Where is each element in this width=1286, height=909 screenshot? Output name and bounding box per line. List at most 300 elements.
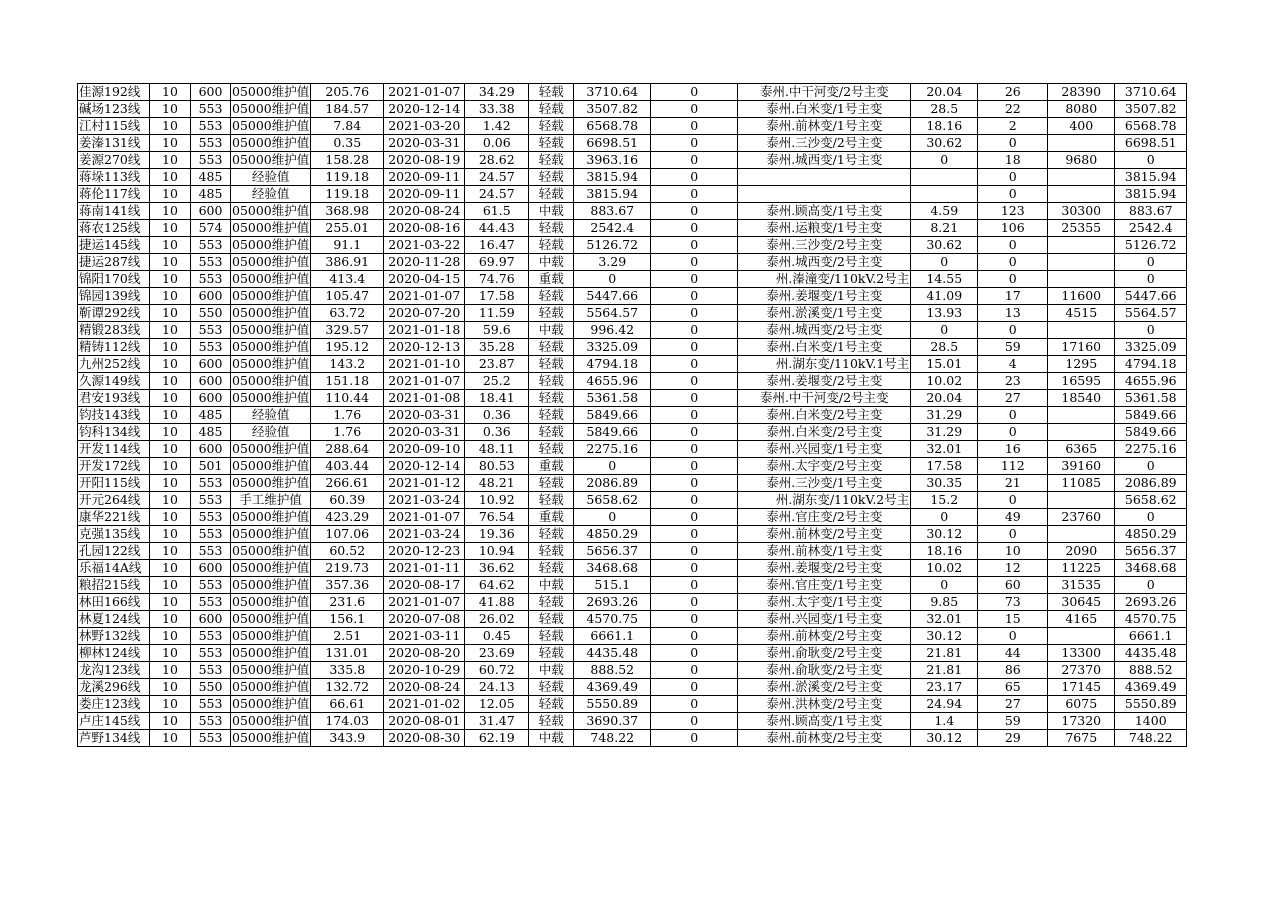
cell-remaining-capacity: 2275.16: [574, 441, 651, 458]
table-row: [78, 84, 1187, 101]
cell-value-type: 05000维护值: [232, 288, 310, 303]
cell-load-status: 中载: [529, 203, 574, 220]
cell-load-status: 重载: [529, 509, 574, 526]
cell-available-capacity: 0: [1115, 322, 1187, 339]
table-row: [78, 135, 1187, 152]
cell-capacity: 600: [191, 560, 231, 577]
cell-capacity: 553: [191, 526, 231, 543]
cell-zero-value: 0: [651, 186, 738, 203]
cell-line-name: 精铸112线: [78, 339, 150, 356]
cell-line-name: 开元264线: [78, 492, 150, 509]
cell-voltage: 10: [150, 458, 191, 475]
cell-value-type: 05000维护值: [232, 237, 310, 252]
cell-date: 2021-01-07: [384, 509, 465, 526]
cell-max-load: 357.36: [311, 577, 384, 594]
cell-date: 2020-09-10: [384, 441, 465, 458]
cell-substation-load: 31.29: [911, 424, 978, 441]
cell-date: 2020-07-08: [384, 611, 465, 628]
cell-remaining-capacity: 3507.82: [574, 101, 651, 118]
cell-zero-value: 0: [651, 526, 738, 543]
cell-substation: 泰州.兴园变/1号主变: [738, 441, 911, 458]
cell-available-capacity: 5564.57: [1115, 305, 1187, 322]
cell-zero-value: 0: [651, 424, 738, 441]
cell-date: 2020-09-11: [384, 169, 465, 186]
cell-line-name: 捷运287线: [78, 254, 150, 271]
table-row: [78, 662, 1187, 679]
cell-voltage: 10: [150, 135, 191, 152]
cell-load-status: 轻载: [529, 390, 574, 407]
cell-date: 2021-03-24: [384, 492, 465, 509]
cell-substation-load: 30.62: [911, 135, 978, 152]
cell-load-status: 轻载: [529, 118, 574, 135]
cell-available-capacity: 6568.78: [1115, 118, 1187, 135]
cell-zero-value: 0: [651, 203, 738, 220]
cell-value-type: 05000维护值: [232, 526, 310, 541]
cell-max-load: 343.9: [311, 730, 384, 747]
cell-line-name: 蒋垛113线: [78, 169, 150, 186]
cell-substation: [738, 186, 911, 203]
cell-substation-load: 17.58: [911, 458, 978, 475]
cell-load-status: 中载: [529, 730, 574, 747]
cell-value-type: 05000维护值: [232, 594, 310, 609]
cell-date: 2021-01-10: [384, 356, 465, 373]
cell-capacity: 553: [191, 118, 231, 135]
cell-load-rate: 23.87: [465, 356, 529, 373]
cell-voltage: 10: [150, 424, 191, 441]
cell-date: 2021-01-18: [384, 322, 465, 339]
cell-available-capacity: 888.52: [1115, 662, 1187, 679]
cell-voltage: 10: [150, 390, 191, 407]
cell-customer-capacity: [1048, 407, 1115, 424]
cell-load-rate: 24.57: [465, 186, 529, 203]
cell-substation: 泰州.白米变/1号主变: [738, 339, 911, 356]
cell-value-type: 05000维护值: [232, 679, 310, 694]
cell-capacity: 485: [191, 424, 231, 441]
cell-zero-value: 0: [651, 645, 738, 662]
cell-available-capacity: 1400: [1115, 713, 1187, 730]
table-row: [78, 475, 1187, 492]
table-row: [78, 441, 1187, 458]
cell-voltage: 10: [150, 628, 191, 645]
cell-line-name: 江村115线: [78, 118, 150, 135]
table-row: [78, 152, 1187, 169]
cell-remaining-capacity: 0: [574, 509, 651, 526]
cell-capacity: 553: [191, 101, 231, 118]
cell-customer-capacity: 9680: [1048, 152, 1115, 169]
cell-customer-count: 4: [978, 356, 1048, 373]
table-row: [78, 407, 1187, 424]
cell-date: 2021-03-20: [384, 118, 465, 135]
cell-customer-capacity: 11600: [1048, 288, 1115, 305]
cell-substation-load: 0: [911, 152, 978, 169]
cell-voltage: 10: [150, 118, 191, 135]
cell-remaining-capacity: 4570.75: [574, 611, 651, 628]
cell-line-name: 钧科134线: [78, 424, 150, 441]
cell-max-load: 151.18: [311, 373, 384, 390]
cell-remaining-capacity: 2693.26: [574, 594, 651, 611]
cell-line-name: 久源149线: [78, 373, 150, 390]
cell-line-name: 开发114线: [78, 441, 150, 458]
data-table: [77, 83, 1187, 747]
cell-customer-count: 60: [978, 577, 1048, 594]
cell-customer-capacity: 30300: [1048, 203, 1115, 220]
cell-available-capacity: 5361.58: [1115, 390, 1187, 407]
table-body: [78, 84, 1187, 747]
cell-max-load: 231.6: [311, 594, 384, 611]
cell-substation-load: 31.29: [911, 407, 978, 424]
cell-customer-capacity: [1048, 169, 1115, 186]
cell-line-name: 君安193线: [78, 390, 150, 407]
cell-substation-load: 23.17: [911, 679, 978, 696]
cell-line-name: 蒋南141线: [78, 203, 150, 220]
cell-max-load: 143.2: [311, 356, 384, 373]
cell-value-type: 05000维护值: [232, 271, 310, 286]
cell-capacity: 553: [191, 645, 231, 662]
cell-load-rate: 48.11: [465, 441, 529, 458]
cell-value-type: 05000维护值: [232, 152, 310, 167]
table-row: [78, 730, 1187, 747]
cell-voltage: 10: [150, 560, 191, 577]
cell-substation-load: 24.94: [911, 696, 978, 713]
cell-load-status: 轻载: [529, 492, 574, 509]
cell-load-status: 轻载: [529, 594, 574, 611]
cell-line-name: 九州252线: [78, 356, 150, 373]
table-row: [78, 390, 1187, 407]
cell-max-load: 131.01: [311, 645, 384, 662]
cell-capacity: 600: [191, 373, 231, 390]
cell-line-name: 林野132线: [78, 628, 150, 645]
cell-max-load: 184.57: [311, 101, 384, 118]
cell-line-name: 龙溪296线: [78, 679, 150, 696]
cell-max-load: 266.61: [311, 475, 384, 492]
cell-zero-value: 0: [651, 509, 738, 526]
cell-customer-count: 0: [978, 169, 1048, 186]
cell-substation: 泰州.顾高变/1号主变: [738, 203, 911, 220]
cell-zero-value: 0: [651, 271, 738, 288]
cell-substation: 泰州.前林变/1号主变: [738, 118, 911, 135]
cell-customer-count: 17: [978, 288, 1048, 305]
cell-substation-load: [911, 186, 978, 203]
cell-customer-count: 59: [978, 339, 1048, 356]
cell-load-status: 轻载: [529, 169, 574, 186]
cell-substation-load: 4.59: [911, 203, 978, 220]
cell-voltage: 10: [150, 203, 191, 220]
cell-zero-value: 0: [651, 169, 738, 186]
cell-substation-load: 18.16: [911, 543, 978, 560]
cell-capacity: 553: [191, 543, 231, 560]
cell-line-name: 碱场123线: [78, 101, 150, 118]
cell-load-status: 轻载: [529, 186, 574, 203]
cell-zero-value: 0: [651, 220, 738, 237]
cell-load-rate: 36.62: [465, 560, 529, 577]
cell-available-capacity: 4850.29: [1115, 526, 1187, 543]
cell-voltage: 10: [150, 475, 191, 492]
cell-max-load: 403.44: [311, 458, 384, 475]
cell-available-capacity: 3710.64: [1115, 84, 1187, 101]
cell-customer-count: 18: [978, 152, 1048, 169]
cell-customer-count: 15: [978, 611, 1048, 628]
cell-customer-count: 29: [978, 730, 1048, 747]
cell-value-type: 05000维护值: [232, 543, 310, 558]
cell-line-name: 开发172线: [78, 458, 150, 475]
cell-value-type: 05000维护值: [232, 696, 310, 711]
cell-substation: 泰州.淤溪变/1号主变: [738, 305, 911, 322]
cell-value-type: 05000维护值: [232, 475, 310, 490]
cell-value-type: 05000维护值: [232, 458, 310, 473]
cell-max-load: 119.18: [311, 169, 384, 186]
cell-zero-value: 0: [651, 492, 738, 509]
table-row: [78, 713, 1187, 730]
cell-load-rate: 11.59: [465, 305, 529, 322]
cell-voltage: 10: [150, 356, 191, 373]
table-row: [78, 645, 1187, 662]
cell-substation: 泰州.白米变/2号主变: [738, 407, 911, 424]
cell-load-rate: 62.19: [465, 730, 529, 747]
cell-customer-count: 26: [978, 84, 1048, 101]
cell-load-status: 轻载: [529, 628, 574, 645]
cell-capacity: 553: [191, 594, 231, 611]
cell-load-status: 重载: [529, 271, 574, 288]
cell-customer-count: 0: [978, 628, 1048, 645]
cell-substation-load: 32.01: [911, 611, 978, 628]
cell-max-load: 60.52: [311, 543, 384, 560]
cell-remaining-capacity: 4794.18: [574, 356, 651, 373]
cell-load-rate: 12.05: [465, 696, 529, 713]
cell-remaining-capacity: 6698.51: [574, 135, 651, 152]
cell-capacity: 600: [191, 390, 231, 407]
cell-load-status: 中载: [529, 577, 574, 594]
cell-customer-count: 2: [978, 118, 1048, 135]
table-row: [78, 594, 1187, 611]
cell-value-type: 05000维护值: [232, 356, 310, 371]
cell-date: 2020-10-29: [384, 662, 465, 679]
cell-value-type: 经验值: [231, 186, 311, 203]
cell-customer-capacity: 11225: [1048, 560, 1115, 577]
cell-customer-count: 0: [978, 492, 1048, 509]
cell-max-load: 158.28: [311, 152, 384, 169]
cell-customer-capacity: [1048, 186, 1115, 203]
table-row: [78, 628, 1187, 645]
cell-available-capacity: 748.22: [1115, 730, 1187, 747]
cell-substation-load: 15.2: [911, 492, 978, 509]
table-row: [78, 543, 1187, 560]
cell-substation: 泰州.中干河变/2号主变: [738, 390, 911, 407]
cell-customer-capacity: 6365: [1048, 441, 1115, 458]
cell-customer-count: 86: [978, 662, 1048, 679]
cell-customer-capacity: 17160: [1048, 339, 1115, 356]
cell-line-name: 柳林124线: [78, 645, 150, 662]
cell-zero-value: 0: [651, 441, 738, 458]
cell-customer-count: 112: [978, 458, 1048, 475]
cell-customer-capacity: [1048, 135, 1115, 152]
cell-available-capacity: 2086.89: [1115, 475, 1187, 492]
cell-substation-load: 21.81: [911, 645, 978, 662]
cell-load-status: 轻载: [529, 543, 574, 560]
cell-load-status: 轻载: [529, 220, 574, 237]
cell-value-type: 05000维护值: [232, 373, 310, 388]
table-row: [78, 271, 1187, 288]
cell-remaining-capacity: 748.22: [574, 730, 651, 747]
cell-voltage: 10: [150, 373, 191, 390]
cell-available-capacity: 5849.66: [1115, 407, 1187, 424]
cell-capacity: 553: [191, 322, 231, 339]
cell-capacity: 553: [191, 577, 231, 594]
cell-available-capacity: 2542.4: [1115, 220, 1187, 237]
cell-substation: 泰州.前林变/2号主变: [738, 526, 911, 543]
table-row: [78, 288, 1187, 305]
cell-load-rate: 80.53: [465, 458, 529, 475]
cell-max-load: 329.57: [311, 322, 384, 339]
cell-load-rate: 61.5: [465, 203, 529, 220]
cell-substation-load: 0: [911, 254, 978, 271]
cell-voltage: 10: [150, 220, 191, 237]
cell-max-load: 368.98: [311, 203, 384, 220]
cell-zero-value: 0: [651, 594, 738, 611]
cell-line-name: 佳源192线: [78, 84, 150, 101]
cell-value-type: 手工维护值: [231, 492, 311, 509]
cell-load-rate: 18.41: [465, 390, 529, 407]
cell-date: 2021-01-08: [384, 390, 465, 407]
cell-remaining-capacity: 3815.94: [574, 186, 651, 203]
cell-zero-value: 0: [651, 458, 738, 475]
cell-substation: 泰州.三沙变/1号主变: [738, 475, 911, 492]
cell-capacity: 553: [191, 254, 231, 271]
cell-load-rate: 10.92: [465, 492, 529, 509]
cell-customer-count: 49: [978, 509, 1048, 526]
cell-date: 2021-01-11: [384, 560, 465, 577]
cell-substation-load: 0: [911, 322, 978, 339]
cell-voltage: 10: [150, 509, 191, 526]
cell-substation-load: [911, 169, 978, 186]
cell-capacity: 553: [191, 628, 231, 645]
cell-zero-value: 0: [651, 237, 738, 254]
cell-max-load: 110.44: [311, 390, 384, 407]
cell-max-load: 335.8: [311, 662, 384, 679]
cell-line-name: 卢庄145线: [78, 713, 150, 730]
cell-load-rate: 60.72: [465, 662, 529, 679]
cell-date: 2020-08-24: [384, 203, 465, 220]
cell-customer-count: 10: [978, 543, 1048, 560]
cell-available-capacity: 5849.66: [1115, 424, 1187, 441]
cell-load-rate: 41.88: [465, 594, 529, 611]
cell-zero-value: 0: [651, 254, 738, 271]
cell-max-load: 386.91: [311, 254, 384, 271]
cell-available-capacity: 5447.66: [1115, 288, 1187, 305]
cell-line-name: 孔园122线: [78, 543, 150, 560]
cell-voltage: 10: [150, 271, 191, 288]
cell-remaining-capacity: 4369.49: [574, 679, 651, 696]
cell-line-name: 靳谭292线: [78, 305, 150, 322]
cell-date: 2020-08-20: [384, 645, 465, 662]
cell-substation-load: 32.01: [911, 441, 978, 458]
cell-line-name: 龙沟123线: [78, 662, 150, 679]
table-row: [78, 509, 1187, 526]
cell-customer-capacity: [1048, 424, 1115, 441]
cell-max-load: 107.06: [311, 526, 384, 543]
table-row: [78, 526, 1187, 543]
cell-available-capacity: 5656.37: [1115, 543, 1187, 560]
cell-max-load: 219.73: [311, 560, 384, 577]
cell-voltage: 10: [150, 152, 191, 169]
cell-date: 2020-08-16: [384, 220, 465, 237]
cell-load-rate: 17.58: [465, 288, 529, 305]
cell-substation-load: 18.16: [911, 118, 978, 135]
cell-load-rate: 69.97: [465, 254, 529, 271]
cell-capacity: 600: [191, 288, 231, 305]
cell-customer-capacity: 31535: [1048, 577, 1115, 594]
cell-load-rate: 16.47: [465, 237, 529, 254]
cell-remaining-capacity: 3690.37: [574, 713, 651, 730]
cell-remaining-capacity: 888.52: [574, 662, 651, 679]
cell-substation: 州.湖东变/110kV.1号主: [738, 356, 911, 373]
cell-load-rate: 24.57: [465, 169, 529, 186]
cell-voltage: 10: [150, 526, 191, 543]
cell-customer-capacity: 23760: [1048, 509, 1115, 526]
cell-substation: 泰州.前林变/1号主变: [738, 543, 911, 560]
cell-substation-load: 28.5: [911, 101, 978, 118]
cell-voltage: 10: [150, 645, 191, 662]
cell-max-load: 255.01: [311, 220, 384, 237]
cell-customer-capacity: 11085: [1048, 475, 1115, 492]
cell-customer-count: 23: [978, 373, 1048, 390]
cell-line-name: 姜溱131线: [78, 135, 150, 152]
cell-customer-capacity: 18540: [1048, 390, 1115, 407]
cell-load-status: 轻载: [529, 611, 574, 628]
cell-available-capacity: 5658.62: [1115, 492, 1187, 509]
cell-customer-count: 65: [978, 679, 1048, 696]
cell-available-capacity: 4655.96: [1115, 373, 1187, 390]
cell-load-rate: 59.6: [465, 322, 529, 339]
cell-customer-count: 0: [978, 237, 1048, 254]
cell-remaining-capacity: 5564.57: [574, 305, 651, 322]
cell-capacity: 550: [191, 679, 231, 696]
cell-voltage: 10: [150, 543, 191, 560]
cell-date: 2020-12-23: [384, 543, 465, 560]
table-row: [78, 254, 1187, 271]
cell-load-rate: 31.47: [465, 713, 529, 730]
cell-load-status: 轻载: [529, 373, 574, 390]
cell-capacity: 600: [191, 203, 231, 220]
cell-max-load: 1.76: [311, 424, 384, 441]
cell-date: 2020-08-01: [384, 713, 465, 730]
cell-voltage: 10: [150, 594, 191, 611]
cell-customer-capacity: 39160: [1048, 458, 1115, 475]
table-row: [78, 560, 1187, 577]
cell-load-status: 中载: [529, 322, 574, 339]
cell-substation-load: 8.21: [911, 220, 978, 237]
cell-line-name: 娄庄123线: [78, 696, 150, 713]
cell-voltage: 10: [150, 730, 191, 747]
cell-substation: 泰州.姜堰变/1号主变: [738, 288, 911, 305]
cell-substation-load: 13.93: [911, 305, 978, 322]
cell-capacity: 600: [191, 356, 231, 373]
cell-load-rate: 19.36: [465, 526, 529, 543]
cell-max-load: 423.29: [311, 509, 384, 526]
table-row: [78, 305, 1187, 322]
cell-max-load: 413.4: [311, 271, 384, 288]
cell-date: 2021-01-07: [384, 288, 465, 305]
cell-date: 2020-09-11: [384, 186, 465, 203]
cell-capacity: 600: [191, 611, 231, 628]
cell-voltage: 10: [150, 169, 191, 186]
cell-customer-capacity: 13300: [1048, 645, 1115, 662]
cell-substation: 泰州.白米变/2号主变: [738, 424, 911, 441]
cell-substation: 泰州.白米变/1号主变: [738, 101, 911, 118]
cell-remaining-capacity: 3710.64: [574, 84, 651, 101]
cell-date: 2020-12-14: [384, 458, 465, 475]
cell-customer-capacity: 17145: [1048, 679, 1115, 696]
cell-available-capacity: 0: [1115, 509, 1187, 526]
